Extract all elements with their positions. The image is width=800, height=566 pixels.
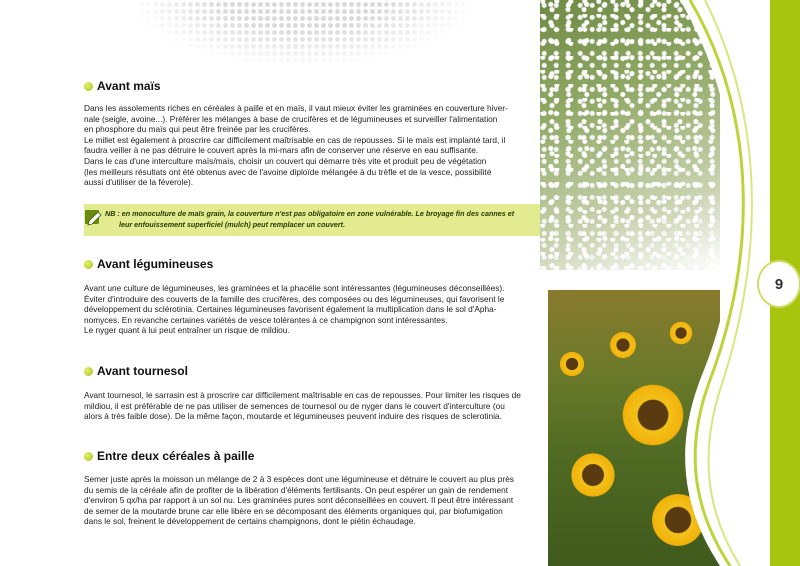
bullet-icon — [84, 367, 93, 376]
section-title-avant-tournesol: Avant tournesol — [84, 364, 188, 378]
paragraph-avant-legumineuses: Avant une culture de légumineuses, les graminées et la phacélie sont intéressantes (légumineuses déconseillées). Éviter d'introduire des couverts de la famille des crucifères, des composées ou des légumineuses, qui favorisent le développement du sclérotinia. Certaines légumineuses favorisent également la multiplication dans le sol d'Apha- nomyces. En revanche certaines variétés de vesce tolérantes à ce champignon sont intéressantes. Le nyger quant à lui peut entraîner un risque de mildiou. — [84, 283, 505, 336]
bullet-icon — [84, 260, 93, 269]
halftone-decoration — [138, 0, 468, 64]
section-title-entre-deux-cereales: Entre deux céréales à paille — [84, 449, 254, 463]
paragraph-entre-deux-cereales: Semer juste après la moisson un mélange de 2 à 3 espèces dont une légumineuse et détruire le couvert au plus près du semis de la céréale afin de profiter de la libération d'éléments fertilisants. On peut espérer un gain de rendement d'environ 5 qx/ha par rapport à un sol nu. Les graminées pures sont déconseillées en couvert. Il peut être intéressant de semer de la moutarde brune car elle libère en se décomposant des éléments organiques qui, par biofumigation dans le sol, freinent le développement de certains champignons, dont le piétin échaudage. — [84, 474, 514, 527]
paragraph-avant-mais: Dans les assolements riches en céréales à paille et en maïs, il vaut mieux éviter les graminées en couverture hiver- nale (seigle, avoine...). Préférer les mélanges à base de crucifères et de légumineuses et surveiller l'alimentation en phosphore du maïs qui peut être freinée par les crucifères. Le millet est également à proscrire car difficilement maîtrisable en cas de repousses. Si le maïs est implanté tard, il faudra veiller à ne pas détruire le couvert après la mi-mars afin de conserver une réserve en eau suffisante. Dans le cas d'une interculture maïs/maïs, choisir un couvert qui démarre très vite et produit peu de végétation (les meilleurs résultats ont été obtenus avec de l'avoine diploïde mélangée à du trèfle et de la vesce, possibilité aussi d'utiliser de la féverole). — [84, 103, 508, 188]
section-title-avant-mais: Avant maïs — [84, 79, 161, 93]
page-number: 9 — [757, 260, 800, 308]
bullet-icon — [84, 82, 93, 91]
pencil-note-icon — [84, 208, 104, 226]
decorative-curves — [660, 0, 770, 566]
bullet-icon — [84, 452, 93, 461]
paragraph-avant-tournesol: Avant tournesol, le sarrasin est à proscrire car difficilement maîtrisable en cas de repousses. Pour limiter les risques de mildiou, il est préférable de ne pas utiliser de semences de tournesol ou de nyger dans le couvert d'interculture (ou alors à très faible dose). De la même façon, moutarde et légumineuses peuvent induire des risques de sclerotinia. — [84, 390, 521, 422]
section-title-avant-legumineuses: Avant légumineuses — [84, 257, 213, 271]
note-text: NB : en monoculture de maïs grain, la couverture n'est pas obligatoire en zone vulnérable. Le broyage fin des cannes et leur enfouissement superficiel (mulch) peut remplacer un couvert. — [105, 209, 515, 229]
note-box — [84, 204, 540, 236]
